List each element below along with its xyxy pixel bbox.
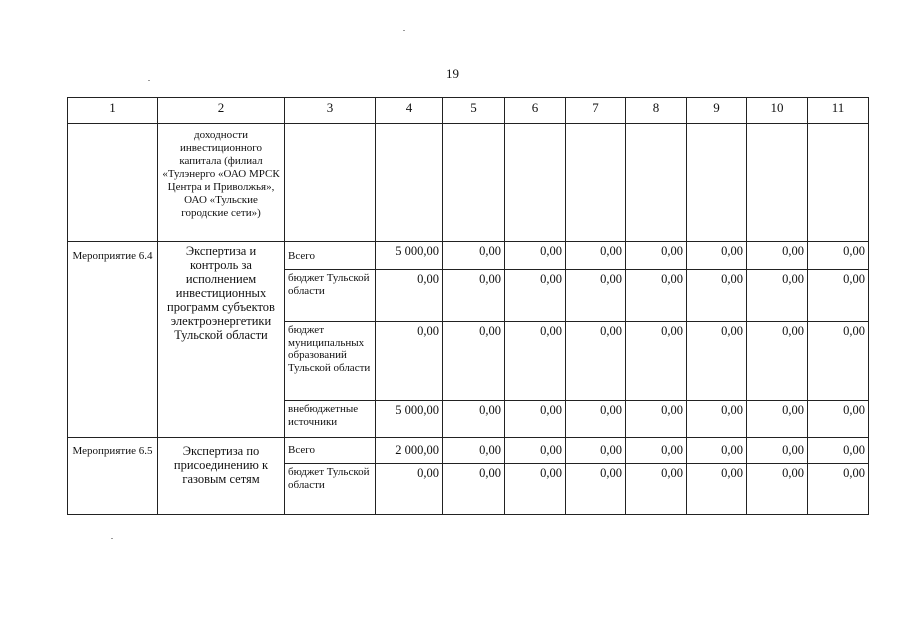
event-label: Мероприятие 6.5 — [68, 438, 158, 515]
empty-cell — [626, 124, 687, 242]
value-cell: 0,00 — [376, 270, 443, 322]
column-header: 8 — [626, 98, 687, 124]
scan-speck — [403, 30, 405, 31]
event-cell — [68, 124, 158, 242]
value-cell: 0,00 — [505, 270, 566, 322]
value-cell: 0,00 — [626, 322, 687, 401]
value-cell: 0,00 — [808, 322, 869, 401]
funding-source: бюджет Тульской области — [285, 464, 376, 515]
value-cell: 0,00 — [687, 438, 747, 464]
value-cell: 0,00 — [566, 438, 626, 464]
value-cell: 0,00 — [808, 438, 869, 464]
value-cell: 0,00 — [376, 464, 443, 515]
page-number: 19 — [446, 66, 459, 81]
value-cell: 0,00 — [566, 242, 626, 270]
value-cell: 0,00 — [566, 464, 626, 515]
value-cell: 0,00 — [443, 464, 505, 515]
funding-source: Всего — [285, 242, 376, 270]
funding-source: бюджет Тульской области — [285, 270, 376, 322]
value-cell: 0,00 — [687, 322, 747, 401]
empty-cell — [808, 124, 869, 242]
continued-description: доходности инвестиционного капитала (филиал «Тулэнерго «ОАО МРСК Центра и Приволжья», ОАО «Тульские городские сети») — [158, 124, 285, 242]
value-cell: 0,00 — [687, 464, 747, 515]
value-cell: 0,00 — [808, 401, 869, 438]
value-cell: 0,00 — [747, 242, 808, 270]
value-cell: 0,00 — [626, 464, 687, 515]
value-cell: 0,00 — [626, 401, 687, 438]
column-header: 6 — [505, 98, 566, 124]
value-cell: 0,00 — [747, 401, 808, 438]
empty-cell — [376, 124, 443, 242]
value-cell: 0,00 — [505, 401, 566, 438]
value-cell: 0,00 — [376, 322, 443, 401]
value-cell: 5 000,00 — [376, 242, 443, 270]
value-cell: 0,00 — [687, 242, 747, 270]
column-header: 3 — [285, 98, 376, 124]
value-cell: 0,00 — [626, 242, 687, 270]
value-cell: 5 000,00 — [376, 401, 443, 438]
value-cell: 0,00 — [443, 438, 505, 464]
column-header: 5 — [443, 98, 505, 124]
value-cell: 0,00 — [443, 401, 505, 438]
table-row — [68, 438, 869, 464]
value-cell: 0,00 — [505, 464, 566, 515]
value-cell: 0,00 — [687, 401, 747, 438]
column-header: 11 — [808, 98, 869, 124]
value-cell: 0,00 — [443, 322, 505, 401]
value-cell: 0,00 — [505, 322, 566, 401]
program-table — [67, 97, 869, 515]
scan-speck — [111, 538, 113, 539]
column-header: 1 — [68, 98, 158, 124]
empty-cell — [505, 124, 566, 242]
funding-source: Всего — [285, 438, 376, 464]
column-header: 10 — [747, 98, 808, 124]
value-cell: 0,00 — [443, 270, 505, 322]
value-cell: 2 000,00 — [376, 438, 443, 464]
funding-source: бюджет муниципальных образований Тульской области — [285, 322, 376, 401]
funding-source: внебюджетные источники — [285, 401, 376, 438]
event-label: Мероприятие 6.4 — [68, 242, 158, 438]
value-cell: 0,00 — [808, 464, 869, 515]
empty-cell — [285, 124, 376, 242]
value-cell: 0,00 — [626, 270, 687, 322]
value-cell: 0,00 — [505, 438, 566, 464]
value-cell: 0,00 — [566, 270, 626, 322]
value-cell: 0,00 — [566, 322, 626, 401]
empty-cell — [747, 124, 808, 242]
value-cell: 0,00 — [626, 438, 687, 464]
value-cell: 0,00 — [687, 270, 747, 322]
table-row — [68, 242, 869, 270]
value-cell: 0,00 — [505, 242, 566, 270]
column-header: 2 — [158, 98, 285, 124]
empty-cell — [566, 124, 626, 242]
event-description: Экспертиза и контроль за исполнением инвестиционных программ субъектов электроэнергетики Тульской области — [158, 242, 285, 438]
value-cell: 0,00 — [566, 401, 626, 438]
column-header-row — [68, 98, 869, 124]
value-cell: 0,00 — [808, 270, 869, 322]
column-header: 9 — [687, 98, 747, 124]
column-header: 7 — [566, 98, 626, 124]
scan-speck — [148, 80, 150, 81]
empty-cell — [443, 124, 505, 242]
value-cell: 0,00 — [443, 242, 505, 270]
table-row — [68, 124, 869, 242]
event-description: Экспертиза по присоединению к газовым сетям — [158, 438, 285, 515]
value-cell: 0,00 — [747, 270, 808, 322]
value-cell: 0,00 — [747, 438, 808, 464]
value-cell: 0,00 — [808, 242, 869, 270]
value-cell: 0,00 — [747, 464, 808, 515]
empty-cell — [687, 124, 747, 242]
column-header: 4 — [376, 98, 443, 124]
value-cell: 0,00 — [747, 322, 808, 401]
